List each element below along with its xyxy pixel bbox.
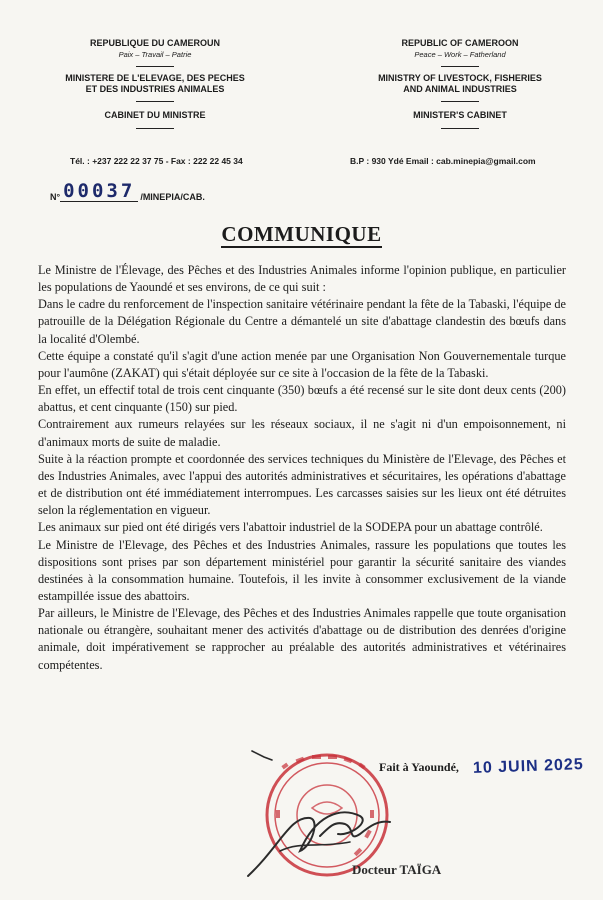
cabinet-fr: CABINET DU MINISTRE bbox=[104, 110, 206, 121]
motto-fr: Paix – Travail – Patrie bbox=[118, 50, 192, 60]
reference-number bbox=[50, 182, 205, 202]
header-separator bbox=[441, 101, 479, 102]
contact-po-email: B.P : 930 Ydé Email : cab.minepia@gmail.com bbox=[350, 156, 536, 166]
header-separator bbox=[441, 66, 479, 67]
closing-place-date bbox=[379, 758, 584, 776]
paragraph: Le Ministre de l'Élevage, des Pêches et des Industries Animales informe l'opinion publique, en particulier les populations de Yaoundé et ses environs, de ce qui suit : bbox=[38, 263, 566, 295]
ministry-name-en-line2: AND ANIMAL INDUSTRIES bbox=[403, 83, 517, 94]
ministry-name-en-line1: MINISTRY OF LIVESTOCK, FISHERIES bbox=[378, 72, 542, 83]
reference-handwritten-number: 00037 bbox=[60, 182, 138, 202]
signer-name: Docteur TAÏGA bbox=[352, 862, 442, 877]
contact-phone-fax: Tél. : +237 222 22 37 75 - Fax : 222 22 45 34 bbox=[70, 156, 243, 166]
date-stamp: 10 JUIN 2025 bbox=[472, 756, 584, 777]
header-separator bbox=[136, 66, 174, 67]
header-right bbox=[330, 38, 590, 129]
header-separator bbox=[136, 101, 174, 102]
communique-body bbox=[38, 262, 566, 674]
closing-place: Fait à Yaoundé, bbox=[379, 759, 459, 774]
reference-prefix: N° bbox=[50, 192, 61, 202]
paragraph: En effet, un effectif total de trois cent cinquante (350) bœufs a été recensé sur le site dont deux cents (200) abattus, et cent cinquante (150) sur pied. bbox=[38, 383, 566, 415]
header-left bbox=[30, 38, 280, 129]
document-title bbox=[0, 222, 603, 247]
cabinet-en: MINISTER'S CABINET bbox=[413, 110, 507, 121]
paragraph: Cette équipe a constaté qu'il s'agit d'une action menée par une Organisation Non Gouvernementale turque pour l'aumône (ZAKAT) qui s'était déployée sur ce site à l'occasion de la fête de la Tabaski. bbox=[38, 348, 566, 380]
ministry-name-fr-line1: MINISTERE DE L'ELEVAGE, DES PECHES bbox=[65, 72, 245, 83]
paragraph: Les animaux sur pied ont été dirigés vers l'abattoir industriel de la SODEPA pour un abattage contrôlé. bbox=[38, 520, 543, 535]
paragraph: Le Ministre de l'Elevage, des Pêches et des Industries Animales, rassure les populations que toutes les dispositions sont prises par son département ministériel pour garantir la sécurité sanitaire des viandes destinées à la consommation humaine. Toutefois, il les invite à consommer exclusivement de la viande estampillée issue des abattoirs. bbox=[38, 537, 566, 603]
country-name-en: REPUBLIC OF CAMEROON bbox=[401, 38, 519, 48]
paragraph: Contrairement aux rumeurs relayées sur les réseaux sociaux, il ne s'agit ni d'un empoisonnement, ni d'animaux morts de suite de maladie. bbox=[38, 417, 566, 449]
paragraph: Dans le cadre du renforcement de l'inspection sanitaire vétérinaire pendant la fête de la Tabaski, l'équipe de patrouille de la Délégation Régionale du Centre a démantelé un site d'abattage clandestin des bœufs dans la localité d'Olembé. bbox=[38, 297, 566, 346]
paragraph: Par ailleurs, le Ministre de l'Elevage, des Pêches et des Industries Animales rappelle que toute organisation nationale ou étrangère, souhaitant mener des activités d'abattage ou de distribution des denrées d'origine animale, doit impérativement se rapprocher au préalable des autorités administratives et vétérinaires compétentes. bbox=[38, 606, 566, 672]
header-separator bbox=[136, 128, 174, 129]
country-name-fr: REPUBLIQUE DU CAMEROUN bbox=[89, 38, 220, 48]
motto-en: Peace – Work – Fatherland bbox=[414, 50, 506, 60]
ministry-name-fr-line2: ET DES INDUSTRIES ANIMALES bbox=[85, 83, 225, 94]
reference-suffix: /MINEPIA/CAB. bbox=[140, 192, 205, 202]
header-separator bbox=[441, 128, 479, 129]
paragraph: Suite à la réaction prompte et coordonnée des services techniques du Ministère de l'Elevage, des Pêches et des Industries Animales, avec l'appui des autorités administratives et sécuritaires, les opérations d'abattage et de distribution ont été immédiatement interrompues. Les carcasses saisies sur les lieux ont été détruites selon la réglementation en vigueur. bbox=[38, 451, 566, 518]
document-title-text: COMMUNIQUE bbox=[221, 222, 382, 246]
